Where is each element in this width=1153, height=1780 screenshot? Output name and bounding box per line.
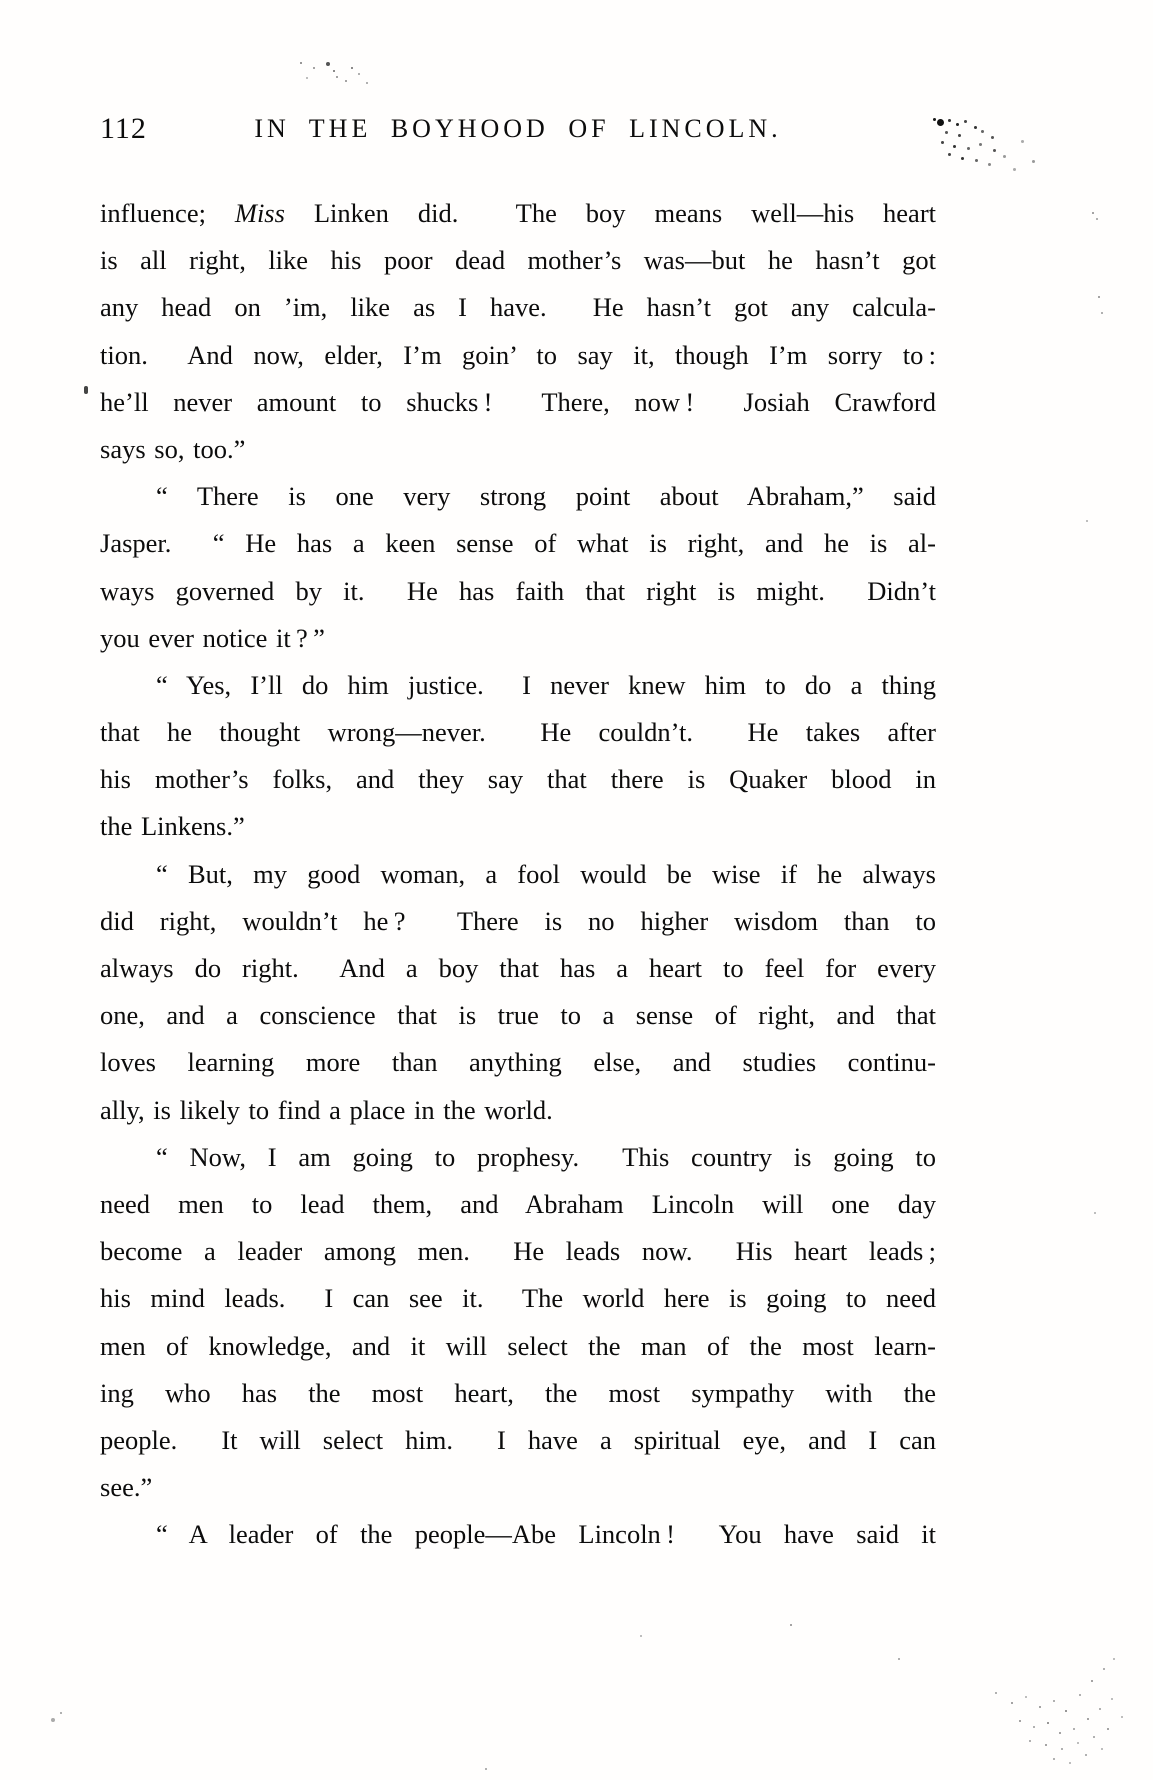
text-line: his mind leads. I can see it. The world here is going to need: [100, 1283, 936, 1314]
text-line: become a leader among men. He leads now. His heart leads ;: [100, 1236, 936, 1267]
text-line: ally, is likely to find a place in the world.: [100, 1094, 553, 1125]
text-line: always do right. And a boy that has a heart to feel for every: [100, 953, 936, 983]
margin-mark: [84, 386, 88, 394]
text-line: one, and a conscience that is true to a sense of right, and that: [100, 1000, 936, 1031]
text-segment: Linken did. The boy means well—his heart: [284, 198, 937, 228]
text-segment: influence;: [100, 198, 235, 228]
text-line: he’ll never amount to shucks ! There, now ! Josiah Crawford: [100, 386, 936, 417]
text-line: any head on ’im, like as I have. He hasn’t got any calcula-: [100, 292, 936, 323]
text-line: “ Yes, I’ll do him justice. I never knew him to do a thing: [156, 669, 936, 700]
text-line: “ Now, I am going to prophesy. This country is going to: [156, 1141, 936, 1172]
text-line: see.”: [100, 1472, 153, 1503]
page-header: [100, 110, 936, 152]
scan-noise-above-header: [300, 62, 302, 64]
text-line: did right, wouldn’t he ? There is no higher wisdom than to: [100, 905, 936, 936]
text-line: his mother’s folks, and they say that there is Quaker blood in: [100, 764, 936, 795]
text-line: people. It will select him. I have a spiritual eye, and I can: [100, 1424, 936, 1455]
text-line: men of knowledge, and it will select the man of the most learn-: [100, 1330, 936, 1361]
page-number: 112: [100, 112, 147, 145]
text-line: need men to lead them, and Abraham Lincoln will one day: [100, 1188, 936, 1219]
text-line: that he thought wrong—never. He couldn’t. He takes after: [100, 717, 936, 748]
page-body: [100, 190, 936, 1558]
italic-word: Miss: [234, 198, 285, 228]
text-line: the Linkens.”: [100, 811, 245, 842]
text-line: says so, too.”: [100, 433, 246, 464]
text-line: “ But, my good woman, a fool would be wise if he always: [156, 858, 936, 889]
text-line: Jasper. “ He has a keen sense of what is right, and he is al-: [100, 528, 936, 559]
text-line: tion. And now, elder, I’m goin’ to say it, though I’m sorry to :: [100, 339, 936, 370]
text-line: “ A leader of the people—Abe Lincoln ! You have said it: [156, 1519, 936, 1550]
text-line: “ There is one very strong point about Abraham,” said: [156, 481, 936, 512]
scan-noise-right-margin: [1092, 212, 1094, 214]
text-line: ways governed by it. He has faith that right is might. Didn’t: [100, 575, 936, 606]
text-line: you ever notice it ? ”: [100, 622, 325, 653]
text-line: ing who has the most heart, the most sympathy with the: [100, 1377, 936, 1408]
running-title: IN THE BOYHOOD OF LINCOLN.: [254, 114, 782, 143]
text-line: loves learning more than anything else, and studies continu-: [100, 1047, 936, 1078]
scan-noise-bottom-right: [995, 1692, 997, 1694]
text-line: [100, 190, 936, 237]
text-line: is all right, like his poor dead mother’s was—but he hasn’t got: [100, 245, 936, 276]
scan-noise-stray: [60, 1712, 62, 1714]
